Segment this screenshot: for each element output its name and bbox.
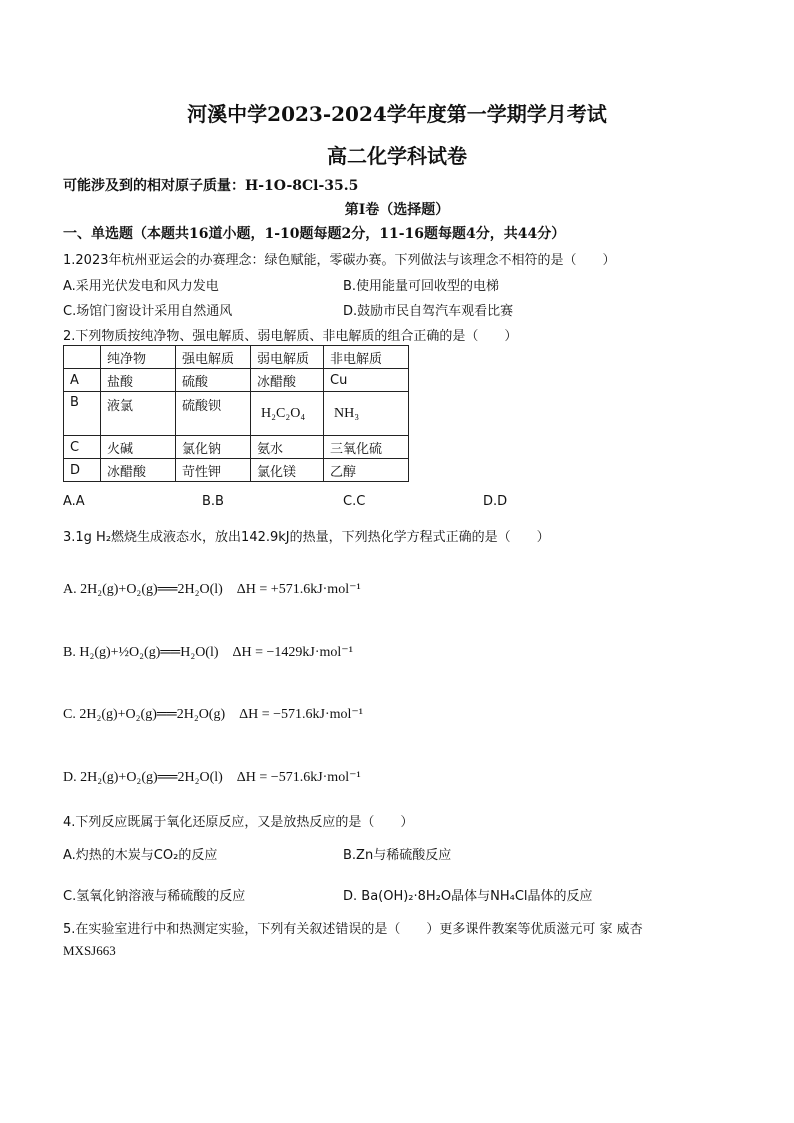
q2-stem: 2.下列物质按纯净物、强电解质、弱电解质、非电解质的组合正确的是（ ） [63,329,518,344]
atomic-mass-note: 可能涉及到的相对原子质量：H-1O-8Cl-35.5 [63,178,359,194]
q1-option-b: B.使用能量可回收型的电梯 [343,279,500,294]
table-cell: C [64,436,101,459]
q2-option-a: A.A [63,494,85,509]
table-header-cell: 非电解质 [324,346,409,369]
q3-option-b: B. H₂(g)+½O₂(g)══H₂O(l) ΔH = −1429kJ·mol⁻¹ [63,645,353,660]
table-cell: 硫酸 [176,369,251,392]
table-cell: 火碱 [101,436,176,459]
table-row [64,369,409,392]
table-row [64,392,409,436]
table-header-cell: 纯净物 [101,346,176,369]
table-row [64,436,409,459]
q3-stem: 3.1g H₂燃烧生成液态水，放出142.9kJ的热量，下列热化学方程式正确的是（ ） [63,530,550,545]
table-cell: 硫酸钡 [176,392,251,436]
table-header-cell: 弱电解质 [251,346,324,369]
table-cell: 氯化钠 [176,436,251,459]
q3-option-d: D. 2H₂(g)+O₂(g)══2H₂O(l) ΔH = −571.6kJ·mol⁻¹ [63,770,361,785]
table-row [64,459,409,482]
q2-option-b: B.B [202,494,224,509]
q5-stem-continued: MXSJ663 [63,943,116,958]
q1-option-a: A.采用光伏发电和风力发电 [63,279,219,294]
table-cell: H₂C₂O₄ [251,392,324,436]
q3-option-a: A. 2H₂(g)+O₂(g)══2H₂O(l) ΔH = +571.6kJ·mol⁻¹ [63,582,361,597]
q1-stem: 1.2023年杭州亚运会的办赛理念：绿色赋能，零碳办赛。下列做法与该理念不相符的是（ ） [63,253,616,268]
q2-option-c: C.C [343,494,366,509]
exam-subtitle: 高二化学科试卷 [327,144,467,168]
table-header-cell: 强电解质 [176,346,251,369]
table-cell: B [64,392,101,436]
q5-stem: 5.在实验室进行中和热测定实验，下列有关叙述错误的是（ ）更多课件教案等优质滋元可 家 威杏 [63,922,643,937]
table-cell: 冰醋酸 [251,369,324,392]
table-cell: 苛性钾 [176,459,251,482]
table-cell: 乙醇 [324,459,409,482]
q1-option-d: D.鼓励市民自驾汽车观看比赛 [343,304,514,319]
table-cell: Cu [324,369,409,392]
table-cell: A [64,369,101,392]
volume-heading: 第Ⅰ卷（选择题） [344,202,450,218]
table-cell: NH₃ [324,392,409,436]
q4-option-a: A.灼热的木炭与CO₂的反应 [63,848,218,863]
table-cell: 氨水 [251,436,324,459]
q4-option-c: C.氢氧化钠溶液与稀硫酸的反应 [63,889,246,904]
q3-option-c: C. 2H₂(g)+O₂(g)══2H₂O(g) ΔH = −571.6kJ·mol⁻¹ [63,707,364,722]
table-header-row [64,346,409,369]
q2-table [63,345,409,482]
q2-option-d: D.D [483,494,508,509]
table-cell: 液氯 [101,392,176,436]
table-cell [64,346,101,369]
table-cell: 冰醋酸 [101,459,176,482]
section-heading: 一、单选题（本题共16道小题，1-10题每题2分，11-16题每题4分，共44分） [63,226,566,242]
q4-option-b: B.Zn与稀硫酸反应 [343,848,452,863]
table-cell: 三氧化硫 [324,436,409,459]
table-cell: 氯化镁 [251,459,324,482]
q1-option-c: C.场馆门窗设计采用自然通风 [63,304,233,319]
q4-option-d: D. Ba(OH)₂·8H₂O晶体与NH₄Cl晶体的反应 [343,889,593,904]
table-cell: D [64,459,101,482]
exam-title: 河溪中学2023-2024学年度第一学期学月考试 [187,102,607,126]
q4-stem: 4.下列反应既属于氧化还原反应，又是放热反应的是（ ） [63,815,414,830]
table-cell: 盐酸 [101,369,176,392]
